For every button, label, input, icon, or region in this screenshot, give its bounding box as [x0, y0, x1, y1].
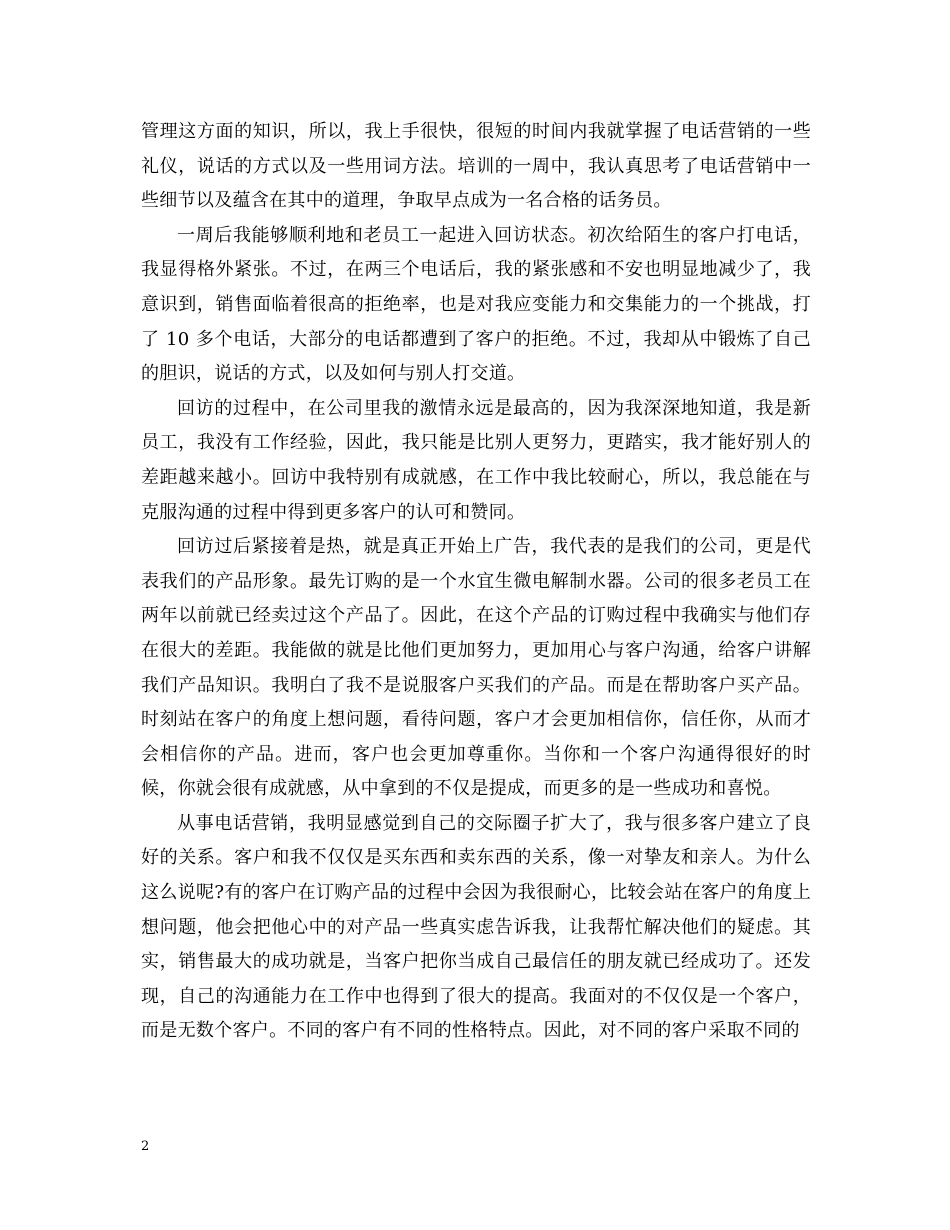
paragraph-1: 管理这方面的知识，所以，我上手很快，很短的时间内我就掌握了电话营销的一些礼仪，说话的方式以及一些用词方法。培训的一周中，我认真思考了电话营销中一些细节以及蕴含在其中的道理，争取早点成为一名合格的话务员。	[141, 121, 811, 212]
page-number: 2	[141, 1139, 150, 1154]
paragraph-2: 一周后我能够顺利地和老员工一起进入回访状态。初次给陌生的客户打电话，我显得格外紧张。不过，在两三个电话后，我的紧张感和不安也明显地减少了，我意识到，销售面临着很高的拒绝率，也是对我应变能力和交集能力的一个挑战，打了 10 多个电话，大部分的电话都遭到了客户的拒绝。不过，我却从中锻炼了自己的胆识，说话的方式，以及如何与别人打交道。	[141, 224, 811, 385]
paragraph-3: 回访的过程中，在公司里我的激情永远是最高的，因为我深深地知道，我是新员工，我没有工作经验，因此，我只能是比别人更努力，更踏实，我才能好别人的差距越来越小。回访中我特别有成就感，在工作中我比较耐心，所以，我总能在与克服沟通的过程中得到更多客户的认可和赞同。	[141, 397, 811, 523]
paragraph-5: 从事电话营销，我明显感觉到自己的交际圈子扩大了，我与很多客户建立了良好的关系。客户和我不仅仅是买东西和卖东西的关系，像一对挚友和亲人。为什么这么说呢?有的客户在订购产品的过程中会因为我很耐心，比较会站在客户的角度上想问题，他会把他心中的对产品一些真实虑告诉我，让我帮忙解决他们的疑虑。其实，销售最大的成功就是，当客户把你当成自己最信任的朋友就已经成功了。还发现，自己的沟通能力在工作中也得到了很大的提高。我面对的不仅仅是一个客户，而是无数个客户。不同的客户有不同的性格特点。因此，对不同的客户采取不同的	[141, 812, 811, 1042]
paragraph-4: 回访过后紧接着是热，就是真正开始上广告，我代表的是我们的公司，更是代表我们的产品形象。最先订购的是一个水宜生微电解制水器。公司的很多老员工在两年以前就已经卖过这个产品了。因此，在这个产品的订购过程中我确实与他们存在很大的差距。我能做的就是比他们更加努力，更加用心与客户沟通，给客户讲解我们产品知识。我明白了我不是说服客户买我们的产品。而是在帮助客户买产品。时刻站在客户的角度上想问题，看待问题，客户才会更加相信你，信任你，从而才会相信你的产品。进而，客户也会更加尊重你。当你和一个客户沟通得很好的时候，你就会很有成就感，从中拿到的不仅是提成，而更多的是一些成功和喜悦。	[141, 536, 811, 800]
body-text	[141, 115, 811, 1049]
